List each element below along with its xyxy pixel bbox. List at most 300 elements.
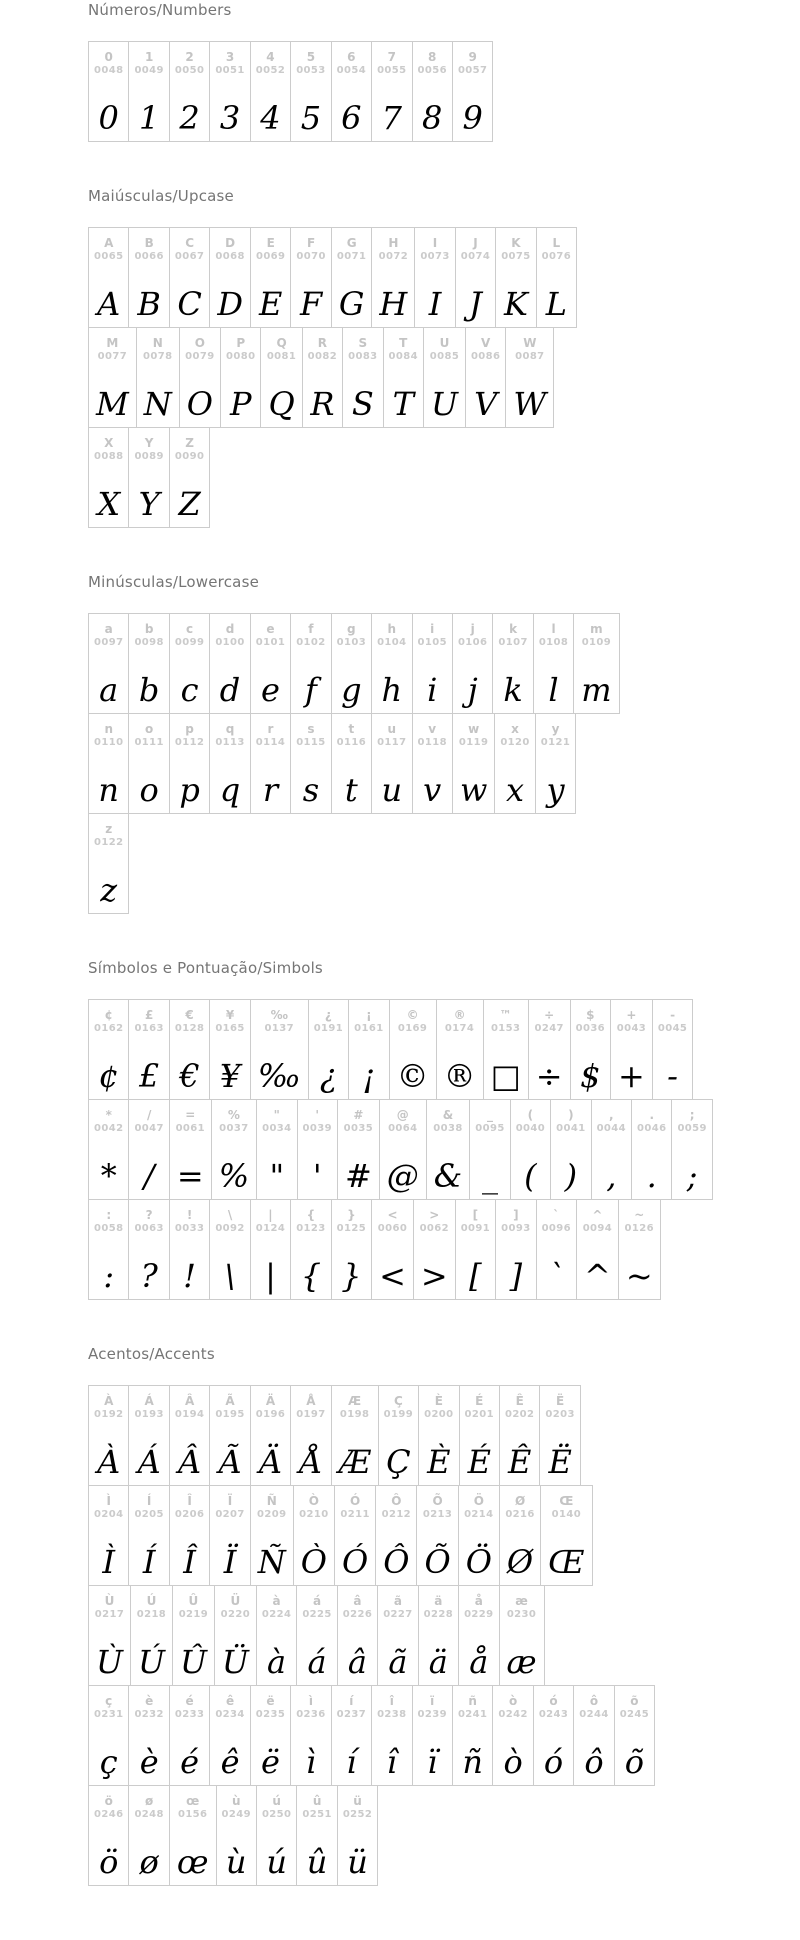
cell-unicode-code: 0044 xyxy=(596,1123,627,1134)
cell-unicode-code: 0246 xyxy=(94,1809,124,1820)
cell-unicode-code: 0191 xyxy=(313,1023,344,1034)
cell-unicode-code: 0153 xyxy=(490,1023,521,1034)
cell-character-label: S xyxy=(358,336,368,350)
cell-character-label: m xyxy=(590,622,603,636)
cell-unicode-code: 0117 xyxy=(377,737,407,748)
cell-character-label: . xyxy=(649,1108,655,1122)
cell-unicode-code: 0248 xyxy=(134,1809,164,1820)
cell-glyph: R xyxy=(310,385,335,423)
cell-character-label: E xyxy=(266,236,275,250)
cell-character-label: ÷ xyxy=(544,1008,555,1022)
cell-glyph: ù xyxy=(225,1843,247,1881)
cell-glyph: D xyxy=(217,285,243,323)
cell-character-label: ì xyxy=(308,1694,313,1708)
cell-glyph: H xyxy=(379,285,408,323)
glyph-cell xyxy=(499,1485,541,1586)
cell-glyph: B xyxy=(137,285,161,323)
cell-character-label: l xyxy=(551,622,556,636)
cell-glyph: ô xyxy=(584,1743,604,1781)
glyph-cell xyxy=(209,713,250,814)
cell-glyph: ¢ xyxy=(98,1057,119,1095)
cell-glyph: @ xyxy=(386,1157,419,1195)
cell-character-label: Ó xyxy=(350,1494,361,1508)
cell-character-label: U xyxy=(439,336,450,350)
cell-unicode-code: 0212 xyxy=(381,1509,412,1520)
cell-glyph: d xyxy=(219,671,241,709)
glyph-row xyxy=(88,999,780,1100)
cell-character-label: ó xyxy=(549,1694,558,1708)
cell-glyph: X xyxy=(97,485,121,523)
glyph-row xyxy=(88,227,780,328)
cell-glyph: ò xyxy=(503,1743,523,1781)
cell-unicode-code: 0066 xyxy=(134,251,164,262)
cell-unicode-code: 0104 xyxy=(377,637,407,648)
cell-character-label: j xyxy=(470,622,475,636)
glyph-cell xyxy=(128,1485,169,1586)
cell-character-label: Ø xyxy=(514,1494,526,1508)
cell-unicode-code: 0236 xyxy=(296,1709,326,1720)
glyph-cell xyxy=(536,1199,577,1300)
glyph-cell xyxy=(260,327,302,428)
glyph-rows-accents xyxy=(88,1385,780,1886)
cell-unicode-code: 0067 xyxy=(174,251,205,262)
glyph-cell xyxy=(256,1099,297,1200)
section-title-symbols: Símbolos e Pontuação/Simbols xyxy=(88,959,323,977)
cell-unicode-code: 0034 xyxy=(262,1123,292,1134)
cell-unicode-code: 0075 xyxy=(501,251,531,262)
cell-unicode-code: 0045 xyxy=(657,1023,688,1034)
cell-character-label: a xyxy=(104,622,113,636)
cell-character-label: \ xyxy=(227,1208,233,1222)
cell-glyph: " xyxy=(269,1157,285,1195)
cell-glyph: m xyxy=(581,671,612,709)
glyph-cell xyxy=(383,327,424,428)
cell-character-label: € xyxy=(185,1008,194,1022)
glyph-cell xyxy=(412,41,453,142)
cell-unicode-code: 0111 xyxy=(134,737,164,748)
glyph-cell xyxy=(331,713,372,814)
cell-character-label: î xyxy=(389,1694,394,1708)
cell-unicode-code: 0076 xyxy=(541,251,572,262)
cell-character-label: Y xyxy=(144,436,154,450)
cell-glyph: i xyxy=(427,671,438,709)
glyph-row xyxy=(88,1685,780,1786)
cell-character-label: œ xyxy=(186,1794,200,1808)
cell-unicode-code: 0070 xyxy=(296,251,326,262)
cell-character-label: ` xyxy=(553,1208,560,1222)
cell-unicode-code: 0174 xyxy=(444,1023,475,1034)
cell-glyph: ] xyxy=(509,1257,523,1295)
cell-unicode-code: 0054 xyxy=(336,65,367,76)
glyph-cell xyxy=(179,327,221,428)
cell-character-label: ) xyxy=(568,1108,574,1122)
glyph-row xyxy=(88,1585,780,1686)
glyph-cell xyxy=(458,1585,499,1686)
glyph-rows-numbers xyxy=(88,41,780,142)
glyph-cell xyxy=(128,41,169,142)
cell-character-label: o xyxy=(145,722,154,736)
glyph-cell xyxy=(216,1785,257,1886)
cell-glyph: ï xyxy=(427,1743,438,1781)
cell-unicode-code: 0095 xyxy=(475,1123,505,1134)
cell-character-label: Ö xyxy=(473,1494,484,1508)
cell-glyph: $ xyxy=(580,1057,601,1095)
cell-character-label: 8 xyxy=(428,50,437,64)
cell-glyph: © xyxy=(396,1057,429,1095)
cell-glyph: < xyxy=(379,1257,406,1295)
cell-character-label: ö xyxy=(104,1794,113,1808)
cell-glyph: * xyxy=(100,1157,117,1195)
cell-glyph: í xyxy=(346,1743,357,1781)
glyph-cell xyxy=(423,327,466,428)
cell-glyph: C xyxy=(177,285,202,323)
cell-glyph: 5 xyxy=(300,99,322,137)
glyph-cell xyxy=(169,427,210,528)
glyph-cell xyxy=(414,227,455,328)
cell-glyph: + xyxy=(618,1057,645,1095)
cell-glyph: Î xyxy=(183,1543,196,1581)
glyph-cell xyxy=(88,999,129,1100)
cell-glyph: y xyxy=(546,771,565,809)
cell-character-label: & xyxy=(442,1108,454,1122)
cell-glyph: Õ xyxy=(424,1543,451,1581)
cell-unicode-code: 0063 xyxy=(134,1223,164,1234)
cell-glyph: Ø xyxy=(506,1543,534,1581)
cell-glyph: 1 xyxy=(138,99,160,137)
cell-unicode-code: 0244 xyxy=(579,1709,609,1720)
glyph-cell xyxy=(169,1685,210,1786)
cell-character-label: z xyxy=(105,822,113,836)
cell-character-label: è xyxy=(145,1694,154,1708)
glyph-cell xyxy=(214,1585,257,1686)
cell-glyph: ñ xyxy=(462,1743,483,1781)
cell-glyph: - xyxy=(667,1057,678,1095)
cell-glyph: j xyxy=(467,671,478,709)
cell-unicode-code: 0235 xyxy=(255,1709,286,1720)
cell-glyph: k xyxy=(503,671,523,709)
cell-character-label: Q xyxy=(276,336,287,350)
cell-glyph: G xyxy=(338,285,365,323)
cell-unicode-code: 0102 xyxy=(296,637,326,648)
cell-character-label: t xyxy=(348,722,355,736)
cell-unicode-code: 0243 xyxy=(538,1709,569,1720)
cell-unicode-code: 0080 xyxy=(226,351,256,362)
cell-unicode-code: 0161 xyxy=(354,1023,384,1034)
cell-unicode-code: 0204 xyxy=(94,1509,124,1520)
glyph-cell xyxy=(533,1685,574,1786)
cell-unicode-code: 0041 xyxy=(556,1123,586,1134)
cell-glyph: J xyxy=(469,285,482,323)
cell-unicode-code: 0109 xyxy=(581,637,612,648)
cell-glyph: ã xyxy=(388,1643,408,1681)
cell-unicode-code: 0162 xyxy=(94,1023,124,1034)
cell-glyph: Ï xyxy=(223,1543,237,1581)
glyph-cell xyxy=(88,1585,131,1686)
cell-glyph: ~ xyxy=(625,1257,653,1295)
glyph-cell xyxy=(495,1199,536,1300)
cell-unicode-code: 0097 xyxy=(94,637,124,648)
cell-character-label: © xyxy=(406,1008,419,1022)
cell-glyph: 0 xyxy=(98,99,119,137)
cell-unicode-code: 0103 xyxy=(336,637,367,648)
cell-character-label: ë xyxy=(266,1694,275,1708)
glyph-row xyxy=(88,1099,780,1200)
glyph-cell xyxy=(426,1099,470,1200)
cell-unicode-code: 0082 xyxy=(307,351,338,362)
cell-unicode-code: 0098 xyxy=(134,637,164,648)
cell-character-label: < xyxy=(387,1208,398,1222)
glyph-cell xyxy=(88,1385,129,1486)
cell-unicode-code: 0057 xyxy=(457,65,488,76)
cell-unicode-code: 0113 xyxy=(215,737,245,748)
cell-character-label: K xyxy=(511,236,521,250)
cell-unicode-code: 0040 xyxy=(515,1123,546,1134)
cell-unicode-code: 0140 xyxy=(551,1509,582,1520)
glyph-row xyxy=(88,427,780,528)
glyph-cell xyxy=(337,1585,378,1686)
cell-glyph: À xyxy=(97,1443,121,1481)
cell-unicode-code: 0059 xyxy=(677,1123,707,1134)
cell-unicode-code: 0088 xyxy=(94,451,124,462)
cell-character-label: 2 xyxy=(185,50,194,64)
cell-character-label: £ xyxy=(144,1008,154,1022)
cell-character-label: @ xyxy=(396,1108,409,1122)
cell-unicode-code: 0049 xyxy=(134,65,164,76)
cell-character-label: ¥ xyxy=(225,1008,235,1022)
cell-unicode-code: 0110 xyxy=(94,737,124,748)
cell-glyph: Ñ xyxy=(257,1543,286,1581)
cell-glyph: ^ xyxy=(584,1257,611,1295)
glyph-cell xyxy=(331,41,372,142)
glyph-cell xyxy=(331,613,372,714)
glyph-row xyxy=(88,1785,780,1886)
cell-unicode-code: 0237 xyxy=(336,1709,367,1720)
cell-character-label: Ñ xyxy=(266,1494,277,1508)
cell-character-label: 5 xyxy=(306,50,316,64)
cell-character-label: N xyxy=(152,336,163,350)
glyph-cell xyxy=(128,999,169,1100)
cell-character-label: Ê xyxy=(515,1394,524,1408)
cell-character-label: 1 xyxy=(144,50,154,64)
glyph-row xyxy=(88,327,780,428)
glyph-cell xyxy=(88,1485,129,1586)
cell-unicode-code: 0074 xyxy=(460,251,491,262)
cell-glyph: > xyxy=(420,1257,448,1295)
cell-glyph: Ó xyxy=(341,1543,369,1581)
cell-glyph: È xyxy=(427,1443,451,1481)
cell-character-label: È xyxy=(434,1394,443,1408)
cell-unicode-code: 0200 xyxy=(424,1409,454,1420)
cell-unicode-code: 0100 xyxy=(215,637,245,648)
cell-glyph: x xyxy=(506,771,525,809)
glyph-cell xyxy=(209,1685,250,1786)
cell-character-label: Ë xyxy=(556,1394,565,1408)
cell-unicode-code: 0232 xyxy=(134,1709,164,1720)
cell-character-label: f xyxy=(308,622,314,636)
glyph-cell xyxy=(573,1685,614,1786)
cell-glyph: Í xyxy=(142,1543,156,1581)
cell-glyph: □ xyxy=(490,1057,521,1095)
cell-glyph: w xyxy=(459,771,488,809)
cell-character-label: ¿ xyxy=(324,1008,332,1022)
cell-character-label: Ü xyxy=(230,1594,241,1608)
glyph-cell xyxy=(495,227,536,328)
glyph-cell xyxy=(505,327,554,428)
cell-unicode-code: 0249 xyxy=(221,1809,251,1820)
cell-unicode-code: 0120 xyxy=(500,737,530,748)
cell-character-label: 9 xyxy=(468,50,477,64)
cell-character-label: ( xyxy=(527,1108,534,1122)
cell-glyph: Ê xyxy=(508,1443,532,1481)
cell-unicode-code: 0055 xyxy=(377,65,407,76)
cell-glyph: S xyxy=(351,385,374,423)
glyph-cell xyxy=(128,1199,169,1300)
cell-character-label: P xyxy=(236,336,246,350)
cell-unicode-code: 0106 xyxy=(457,637,488,648)
cell-glyph: Y xyxy=(138,485,160,523)
section-title-accents: Acentos/Accents xyxy=(88,1345,215,1363)
glyph-cell xyxy=(535,713,576,814)
cell-character-label: À xyxy=(104,1394,114,1408)
cell-unicode-code: 0245 xyxy=(619,1709,650,1720)
cell-unicode-code: 0072 xyxy=(378,251,409,262)
cell-unicode-code: 0163 xyxy=(134,1023,164,1034)
cell-glyph: å xyxy=(469,1643,489,1681)
cell-unicode-code: 0077 xyxy=(97,351,128,362)
glyph-cell xyxy=(337,1099,380,1200)
cell-glyph: ä xyxy=(428,1643,448,1681)
cell-unicode-code: 0224 xyxy=(261,1609,292,1620)
cell-unicode-code: 0084 xyxy=(388,351,418,362)
cell-unicode-code: 0121 xyxy=(540,737,571,748)
glyph-cell xyxy=(455,227,496,328)
cell-glyph: , xyxy=(606,1157,617,1195)
cell-glyph: 2 xyxy=(179,99,200,137)
glyph-cell xyxy=(128,713,169,814)
cell-glyph: Û xyxy=(179,1643,207,1681)
cell-character-label: R xyxy=(317,336,328,350)
cell-unicode-code: 0081 xyxy=(266,351,297,362)
glyph-cell xyxy=(416,1485,458,1586)
cell-glyph: F xyxy=(300,285,323,323)
cell-character-label: Œ xyxy=(559,1494,574,1508)
cell-glyph: ¡ xyxy=(362,1057,376,1095)
cell-glyph: ì xyxy=(305,1743,317,1781)
cell-character-label: 3 xyxy=(225,50,235,64)
cell-character-label: ; xyxy=(689,1108,695,1122)
glyph-cell xyxy=(591,1099,632,1200)
glyph-cell xyxy=(88,713,129,814)
cell-character-label: ] xyxy=(513,1208,519,1222)
cell-character-label: } xyxy=(347,1208,356,1222)
glyph-cell xyxy=(290,41,331,142)
cell-unicode-code: 0211 xyxy=(340,1509,370,1520)
cell-character-label: ï xyxy=(430,1694,435,1708)
glyph-cell xyxy=(290,1385,331,1486)
glyph-cell xyxy=(88,227,129,328)
cell-character-label: b xyxy=(144,622,154,636)
cell-unicode-code: 0128 xyxy=(174,1023,205,1034)
cell-character-label: é xyxy=(185,1694,194,1708)
cell-glyph: } xyxy=(341,1257,362,1295)
cell-character-label: Î xyxy=(187,1494,192,1508)
cell-glyph: É xyxy=(467,1443,491,1481)
cell-character-label: w xyxy=(468,722,480,736)
glyph-cell xyxy=(128,1385,169,1486)
cell-unicode-code: 0238 xyxy=(377,1709,407,1720)
cell-unicode-code: 0252 xyxy=(342,1809,373,1820)
cell-glyph: ö xyxy=(99,1843,119,1881)
glyph-cell xyxy=(342,327,383,428)
cell-character-label: , xyxy=(609,1108,614,1122)
glyph-cell xyxy=(88,1199,129,1300)
cell-unicode-code: 0090 xyxy=(174,451,205,462)
cell-unicode-code: 0050 xyxy=(174,65,205,76)
cell-unicode-code: 0033 xyxy=(174,1223,205,1234)
cell-unicode-code: 0118 xyxy=(417,737,447,748)
cell-character-label: % xyxy=(227,1108,240,1122)
cell-glyph: u xyxy=(381,771,403,809)
glyph-cell xyxy=(610,999,653,1100)
cell-character-label: Å xyxy=(306,1394,316,1408)
glyph-cell xyxy=(570,999,611,1100)
cell-glyph: Å xyxy=(299,1443,323,1481)
cell-glyph: 4 xyxy=(260,99,281,137)
cell-glyph: Ç xyxy=(386,1443,411,1481)
cell-unicode-code: 0207 xyxy=(215,1509,245,1520)
glyph-row xyxy=(88,1485,780,1586)
glyph-cell xyxy=(331,227,373,328)
cell-character-label: n xyxy=(104,722,113,736)
cell-unicode-code: 0229 xyxy=(464,1609,494,1620)
glyph-cell xyxy=(128,1099,169,1200)
glyph-cell xyxy=(250,1485,294,1586)
glyph-cell xyxy=(465,327,506,428)
cell-character-label: B xyxy=(144,236,154,250)
cell-unicode-code: 0210 xyxy=(299,1509,329,1520)
cell-character-label: Á xyxy=(144,1394,154,1408)
cell-unicode-code: 0202 xyxy=(504,1409,535,1420)
cell-glyph: 3 xyxy=(219,99,241,137)
cell-unicode-code: 0096 xyxy=(541,1223,571,1234)
cell-unicode-code: 0126 xyxy=(624,1223,654,1234)
cell-glyph: E xyxy=(259,285,283,323)
glyph-cell xyxy=(250,1685,291,1786)
glyph-cell xyxy=(379,1099,427,1200)
cell-character-label: [ xyxy=(472,1208,479,1222)
glyph-cell xyxy=(412,613,453,714)
cell-glyph: [ xyxy=(469,1257,482,1295)
cell-glyph: æ xyxy=(506,1643,537,1681)
cell-character-label: x xyxy=(511,722,519,736)
cell-character-label: Ç xyxy=(393,1394,403,1408)
glyph-cell xyxy=(250,41,291,142)
cell-unicode-code: 0116 xyxy=(336,737,367,748)
cell-unicode-code: 0119 xyxy=(458,737,489,748)
cell-glyph: h xyxy=(381,671,403,709)
cell-unicode-code: 0217 xyxy=(94,1609,125,1620)
cell-character-label: ‰ xyxy=(270,1008,288,1022)
glyph-cell xyxy=(455,1199,496,1300)
glyph-cell xyxy=(331,1199,372,1300)
cell-unicode-code: 0052 xyxy=(255,65,286,76)
glyph-cell xyxy=(256,1585,297,1686)
cell-character-label: W xyxy=(523,336,537,350)
cell-glyph: Ë xyxy=(548,1443,572,1481)
glyph-cell xyxy=(412,1685,453,1786)
cell-unicode-code: 0196 xyxy=(255,1409,286,1420)
cell-unicode-code: 0156 xyxy=(177,1809,208,1820)
